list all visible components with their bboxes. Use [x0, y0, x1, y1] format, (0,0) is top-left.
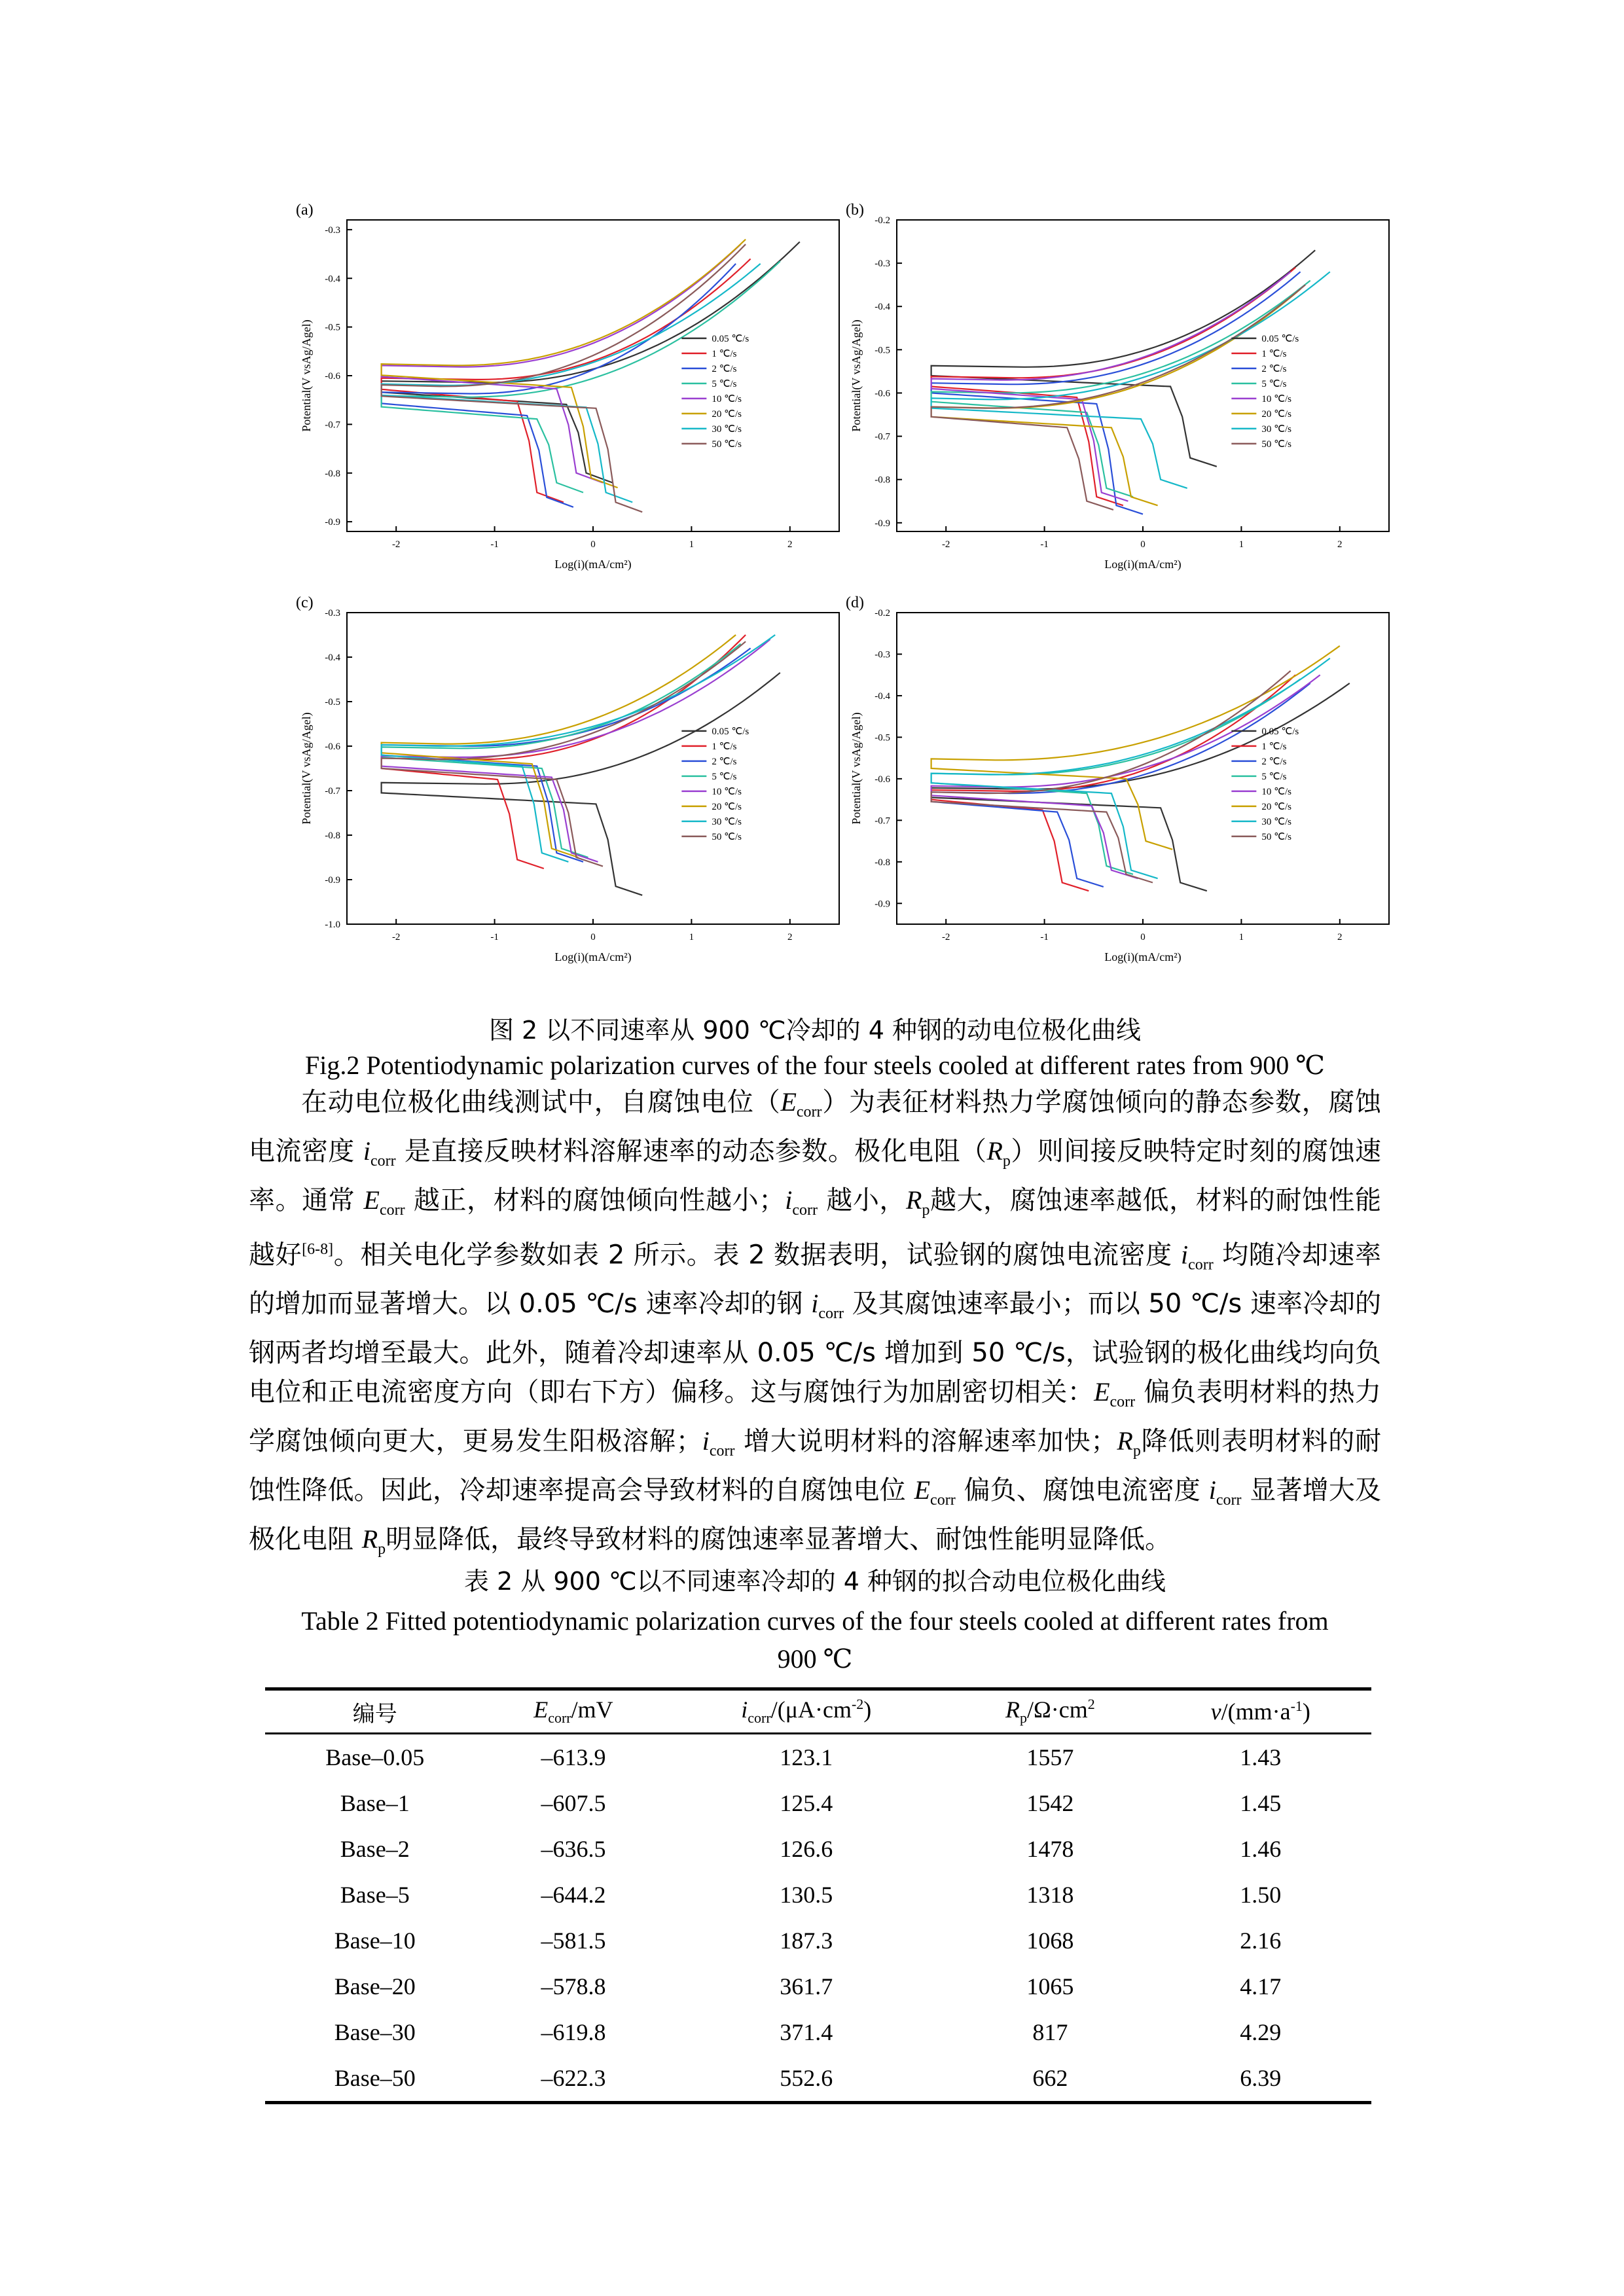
cell-icorr: 552.6: [780, 2065, 833, 2091]
panel-label: (b): [846, 202, 864, 219]
y-tick-label: -0.7: [875, 816, 890, 827]
plot-frame: [897, 220, 1389, 531]
legend-entry: 0.05 ℃/s: [1261, 333, 1299, 344]
legend-entry: 10 ℃/s: [1261, 786, 1291, 797]
y-tick-label: -0.6: [875, 388, 890, 399]
legend-entry: 1 ℃/s: [1261, 741, 1287, 752]
table-row: [265, 1780, 1371, 1826]
legend-entry: 5 ℃/s: [1261, 378, 1287, 389]
symbol-subscript: corr: [379, 1202, 405, 1219]
y-tick-label: -0.4: [325, 274, 340, 285]
symbol-subscript: corr: [796, 1103, 822, 1121]
x-tick-label: 0: [590, 932, 596, 942]
legend-entry: 5 ℃/s: [1261, 771, 1287, 782]
legend-entry: 1 ℃/s: [712, 348, 737, 359]
text-run: 均随冷却速率的增加而显著增大。以 0.05 ℃/s 速率冷却的钢: [249, 1240, 1381, 1319]
text-run: 是直接反映材料溶解速率的动态参数。极化电阻（: [395, 1136, 987, 1166]
legend-entry: 10 ℃/s: [712, 786, 742, 797]
cell-icorr: 371.4: [780, 2019, 833, 2045]
figure-panel-b: [844, 203, 1407, 583]
cell-v: 1.45: [1240, 1790, 1282, 1816]
y-tick-label: -0.9: [325, 517, 340, 528]
text-run: 显著增大及极化电阻: [249, 1475, 1381, 1555]
table-row: [265, 1734, 1371, 1781]
y-tick-label: -0.6: [325, 371, 340, 382]
symbol-subscript: corr: [792, 1202, 818, 1219]
y-tick-label: -0.3: [325, 608, 340, 619]
table-header-row: [265, 1689, 1371, 1734]
cell-id: Base–50: [334, 2065, 416, 2091]
cell-ecorr: –578.8: [541, 1973, 606, 2000]
cell-id: Base–1: [340, 1790, 410, 1816]
x-tick-label: 0: [590, 539, 596, 550]
symbol-subscript: corr: [370, 1153, 396, 1170]
cell-rp: 1542: [1026, 1790, 1074, 1816]
symbol-subscript: corr: [1110, 1393, 1136, 1411]
text-run: 。相关电化学参数如表 2 所示。表 2 数据表明，试验钢的腐蚀电流密度: [333, 1240, 1182, 1270]
legend-entry: 50 ℃/s: [712, 831, 742, 842]
y-tick-label: -0.8: [325, 468, 340, 479]
text-run: 越正，材料的腐蚀倾向性越小；: [405, 1185, 785, 1215]
symbol-subscript: corr: [818, 1305, 844, 1323]
polarization-chart-b: [844, 203, 1407, 583]
legend-entry: 10 ℃/s: [1261, 393, 1291, 404]
symbol: E: [1094, 1377, 1110, 1407]
y-tick-label: -0.5: [875, 732, 890, 744]
series-line: [382, 635, 746, 869]
text-run: 偏负表明材料的热力学腐蚀倾向更大，更易发生阳极溶解；: [249, 1377, 1382, 1457]
x-tick-label: -2: [391, 932, 401, 942]
legend-entry: 50 ℃/s: [712, 439, 742, 450]
legend-entry: 5 ℃/s: [712, 771, 737, 782]
figure-caption-en: Fig.2 Potentiodynamic polarization curves of the four steels cooled at different rates from 900 ℃: [304, 1050, 1326, 1080]
cell-ecorr: –622.3: [541, 2065, 606, 2091]
x-tick-label: 0: [1140, 539, 1146, 550]
series-line: [931, 250, 1316, 467]
y-tick-label: -0.9: [875, 518, 890, 529]
symbol-subscript: corr: [1216, 1492, 1242, 1509]
legend-entry: 20 ℃/s: [1261, 801, 1291, 812]
figure-caption-zh: 图 2 以不同速率从 900 ℃冷却的 4 种钢的动电位极化曲线: [488, 1016, 1142, 1045]
cell-v: 2.16: [1240, 1928, 1282, 1954]
y-tick-label: -1.0: [325, 920, 340, 930]
x-tick-label: 1: [1238, 539, 1244, 550]
header-v: $v/(mm\cdot a^{-1})$: [1210, 1698, 1310, 1725]
table-row: [265, 2009, 1371, 2055]
x-tick-label: 1: [689, 539, 695, 550]
cell-v: 1.50: [1240, 1882, 1282, 1908]
legend-entry: 2 ℃/s: [1261, 363, 1287, 374]
x-tick-label: -2: [941, 932, 950, 942]
cell-id: Base–20: [334, 1973, 416, 2000]
legend-entry: 50 ℃/s: [1261, 831, 1291, 842]
y-tick-label: -0.5: [325, 697, 340, 708]
x-tick-label: 2: [787, 932, 793, 942]
series-line: [931, 683, 1310, 887]
cell-v: 4.17: [1240, 1973, 1282, 2000]
symbol: i: [1208, 1475, 1216, 1505]
figure-panel-d: [844, 596, 1407, 975]
polarization-chart-c: [295, 596, 857, 975]
y-tick-label: -0.9: [875, 899, 890, 910]
legend-entry: 5 ℃/s: [712, 378, 737, 389]
symbol-subscript: p: [378, 1541, 386, 1558]
x-tick-label: 1: [1238, 932, 1244, 942]
cell-ecorr: –636.5: [541, 1836, 606, 1862]
header-icorr: $i_{corr}/(\mu A\cdot cm^{-2})$: [741, 1696, 872, 1727]
x-tick-label: -1: [490, 932, 499, 942]
x-axis-title: Log(i)(mA/cm²): [554, 558, 632, 571]
y-tick-label: -0.4: [875, 691, 890, 702]
series-line: [931, 281, 1310, 497]
text-run: 在动电位极化曲线测试中，自腐蚀电位（: [301, 1087, 781, 1117]
legend-entry: 30 ℃/s: [712, 816, 742, 827]
cell-ecorr: –619.8: [541, 2019, 606, 2045]
header-rp: $R_p/\Omega\cdot cm^2$: [1005, 1696, 1095, 1727]
legend-entry: 1 ℃/s: [712, 741, 737, 752]
y-axis-title: Potential(V vsAg/Agel): [300, 712, 313, 825]
x-tick-label: 2: [1337, 932, 1343, 942]
table-caption-en-line2: 900 ℃: [777, 1644, 853, 1674]
table-row: [265, 1826, 1371, 1872]
x-tick-label: -1: [1040, 539, 1049, 550]
y-tick-label: -0.2: [875, 608, 890, 619]
y-axis-title: Potential(V vsAg/Agel): [300, 319, 313, 432]
symbol: E: [780, 1087, 797, 1117]
header-id: 编号: [352, 1700, 397, 1727]
legend-entry: 0.05 ℃/s: [712, 726, 749, 737]
y-tick-label: -0.3: [875, 259, 890, 270]
polarization-chart-a: [295, 203, 857, 583]
header-ecorr: $E_{corr}/mV$: [533, 1696, 613, 1727]
cell-id: Base–2: [340, 1836, 410, 1862]
series-line: [382, 244, 741, 482]
table-body: [265, 1734, 1371, 2103]
text-run: 增大说明材料的溶解速率加快；: [734, 1426, 1117, 1457]
cell-rp: 817: [1032, 2019, 1068, 2045]
legend-entry: 2 ℃/s: [712, 363, 737, 374]
table-caption-zh: 表 2 从 900 ℃以不同速率冷却的 4 种钢的拟合动电位极化曲线: [463, 1567, 1166, 1596]
body-paragraph: [249, 1083, 1381, 1569]
y-tick-label: -0.3: [875, 649, 890, 660]
cell-ecorr: –607.5: [541, 1790, 606, 1816]
y-tick-label: -0.4: [325, 653, 340, 663]
series-line: [382, 240, 746, 488]
text-run: 越大，腐蚀速率越低，材料的耐蚀性能越好: [249, 1185, 1382, 1270]
cell-rp: 1065: [1026, 1973, 1074, 2000]
legend-entry: 1 ℃/s: [1261, 348, 1287, 359]
cell-rp: 662: [1032, 2065, 1068, 2091]
cell-rp: 1068: [1026, 1928, 1074, 1954]
symbol: R: [986, 1136, 1003, 1166]
legend-entry: 30 ℃/s: [1261, 423, 1291, 435]
plot-frame: [347, 220, 839, 531]
y-tick-label: -0.4: [875, 302, 890, 313]
y-axis-title: Potential(V vsAg/Agel): [850, 319, 863, 432]
y-tick-label: -0.9: [325, 875, 340, 886]
panel-label: (c): [296, 594, 314, 611]
text-run: ）则间接反映特定时刻的腐蚀速率。通常: [249, 1136, 1382, 1215]
paragraph-1: [249, 1083, 1381, 1569]
cell-v: 4.29: [1240, 2019, 1282, 2045]
symbol-subscript: corr: [709, 1443, 735, 1460]
y-tick-label: -0.7: [325, 420, 340, 431]
cell-id: Base–30: [334, 2019, 416, 2045]
legend-entry: 0.05 ℃/s: [1261, 726, 1299, 737]
y-tick-label: -0.3: [325, 224, 340, 236]
electrochemical-parameters-table: [265, 1687, 1371, 2104]
legend-entry: 50 ℃/s: [1261, 439, 1291, 450]
cell-icorr: 123.1: [780, 1744, 833, 1770]
symbol: i: [785, 1185, 793, 1215]
y-tick-label: -0.7: [875, 431, 890, 442]
symbol: R: [361, 1524, 378, 1554]
x-axis-title: Log(i)(mA/cm²): [1104, 950, 1182, 963]
panel-label: (d): [846, 594, 864, 611]
polarization-chart-d: [844, 596, 1407, 975]
cell-rp: 1478: [1026, 1836, 1074, 1862]
legend-entry: 30 ℃/s: [1261, 816, 1291, 827]
x-tick-label: -1: [1040, 932, 1049, 942]
symbol: i: [363, 1136, 371, 1166]
cell-rp: 1318: [1026, 1882, 1074, 1908]
y-tick-label: -0.2: [875, 215, 890, 226]
symbol: i: [1181, 1240, 1189, 1270]
x-tick-label: -1: [490, 539, 499, 550]
y-tick-label: -0.8: [325, 831, 340, 841]
legend-entry: 20 ℃/s: [712, 408, 742, 420]
text-run: 明显降低，最终导致材料的腐蚀速率显著增大、耐蚀性能明显降低。: [386, 1524, 1172, 1555]
cell-v: 6.39: [1240, 2065, 1282, 2091]
symbol-subscript: p: [1002, 1153, 1011, 1170]
cell-icorr: 361.7: [780, 1973, 833, 2000]
legend-entry: 2 ℃/s: [1261, 756, 1287, 767]
symbol: i: [811, 1289, 819, 1319]
legend-entry: 0.05 ℃/s: [712, 333, 749, 344]
cell-ecorr: –644.2: [541, 1882, 606, 1908]
table-caption-en: [249, 1602, 1381, 1678]
symbol-subscript: corr: [930, 1492, 956, 1509]
cell-id: Base–10: [334, 1928, 416, 1954]
y-tick-label: -0.8: [875, 857, 890, 868]
citation: [6-8]: [302, 1241, 334, 1258]
figure-panel-c: [295, 596, 857, 975]
y-tick-label: -0.8: [875, 475, 890, 486]
series-line: [382, 641, 746, 866]
y-tick-label: -0.7: [325, 786, 340, 797]
table-row: [265, 2055, 1371, 2103]
x-tick-label: -2: [391, 539, 401, 550]
cell-icorr: 126.6: [780, 1836, 833, 1862]
y-tick-label: -0.5: [325, 322, 340, 333]
y-tick-label: -0.6: [875, 774, 890, 785]
legend-entry: 2 ℃/s: [712, 756, 737, 767]
series-line: [382, 673, 780, 895]
x-tick-label: 2: [787, 539, 793, 550]
symbol-subscript: p: [1132, 1443, 1141, 1460]
cell-ecorr: –613.9: [541, 1744, 606, 1770]
symbol: R: [906, 1185, 922, 1215]
x-axis-title: Log(i)(mA/cm²): [554, 950, 632, 963]
cell-icorr: 187.3: [780, 1928, 833, 1954]
cell-id: Base–0.05: [325, 1744, 425, 1770]
symbol-subscript: p: [922, 1202, 930, 1219]
y-tick-label: -0.6: [325, 742, 340, 752]
legend-entry: 10 ℃/s: [712, 393, 742, 404]
panel-label: (a): [296, 202, 314, 219]
x-tick-label: 2: [1337, 539, 1343, 550]
cell-v: 1.46: [1240, 1836, 1282, 1862]
x-tick-label: 1: [689, 932, 695, 942]
x-tick-label: 0: [1140, 932, 1146, 942]
table-row: [265, 1918, 1371, 1964]
table-row: [265, 1964, 1371, 2009]
text-run: 越小，: [818, 1185, 906, 1215]
legend-entry: 30 ℃/s: [712, 423, 742, 435]
text-run: ）为表征材料热力学腐蚀倾向的静态参数，腐蚀电流密度: [249, 1087, 1382, 1166]
x-axis-title: Log(i)(mA/cm²): [1104, 558, 1182, 571]
y-tick-label: -0.5: [875, 345, 890, 356]
symbol: i: [702, 1426, 710, 1456]
symbol-subscript: corr: [1188, 1256, 1214, 1274]
cell-v: 1.43: [1240, 1744, 1282, 1770]
cell-icorr: 130.5: [780, 1882, 833, 1908]
y-axis-title: Potential(V vsAg/Agel): [850, 712, 863, 825]
table-caption-en-line1: Table 2 Fitted potentiodynamic polarization curves of the four steels cooled at different rates from: [301, 1606, 1329, 1636]
x-tick-label: -2: [941, 539, 950, 550]
series-line: [382, 644, 741, 857]
cell-rp: 1557: [1026, 1744, 1074, 1770]
text-run: 降低则表明材料的耐蚀性降低。因此，冷却速率提高会导致材料的自腐蚀电位: [249, 1426, 1381, 1506]
symbol: E: [914, 1475, 931, 1505]
legend-entry: 20 ℃/s: [1261, 408, 1291, 420]
table-row: [265, 1872, 1371, 1918]
figure-panel-a: [295, 203, 857, 583]
text-run: 偏负、腐蚀电流密度: [955, 1475, 1209, 1506]
symbol: R: [1117, 1426, 1133, 1456]
symbol: E: [363, 1185, 380, 1215]
cell-id: Base–5: [340, 1882, 410, 1908]
legend-entry: 20 ℃/s: [712, 801, 742, 812]
text-run: 及其腐蚀速率最小；而以 50 ℃/s 速率冷却的钢两者均增至最大。此外，随着冷却速率从 0.05 ℃/s 增加到 50 ℃/s，试验钢的极化曲线均向负电位和正电流密度方向（即右下方）偏移。这与腐蚀行为加剧密切相关：: [249, 1289, 1381, 1408]
cell-icorr: 125.4: [780, 1790, 833, 1816]
cell-ecorr: –581.5: [541, 1928, 606, 1954]
